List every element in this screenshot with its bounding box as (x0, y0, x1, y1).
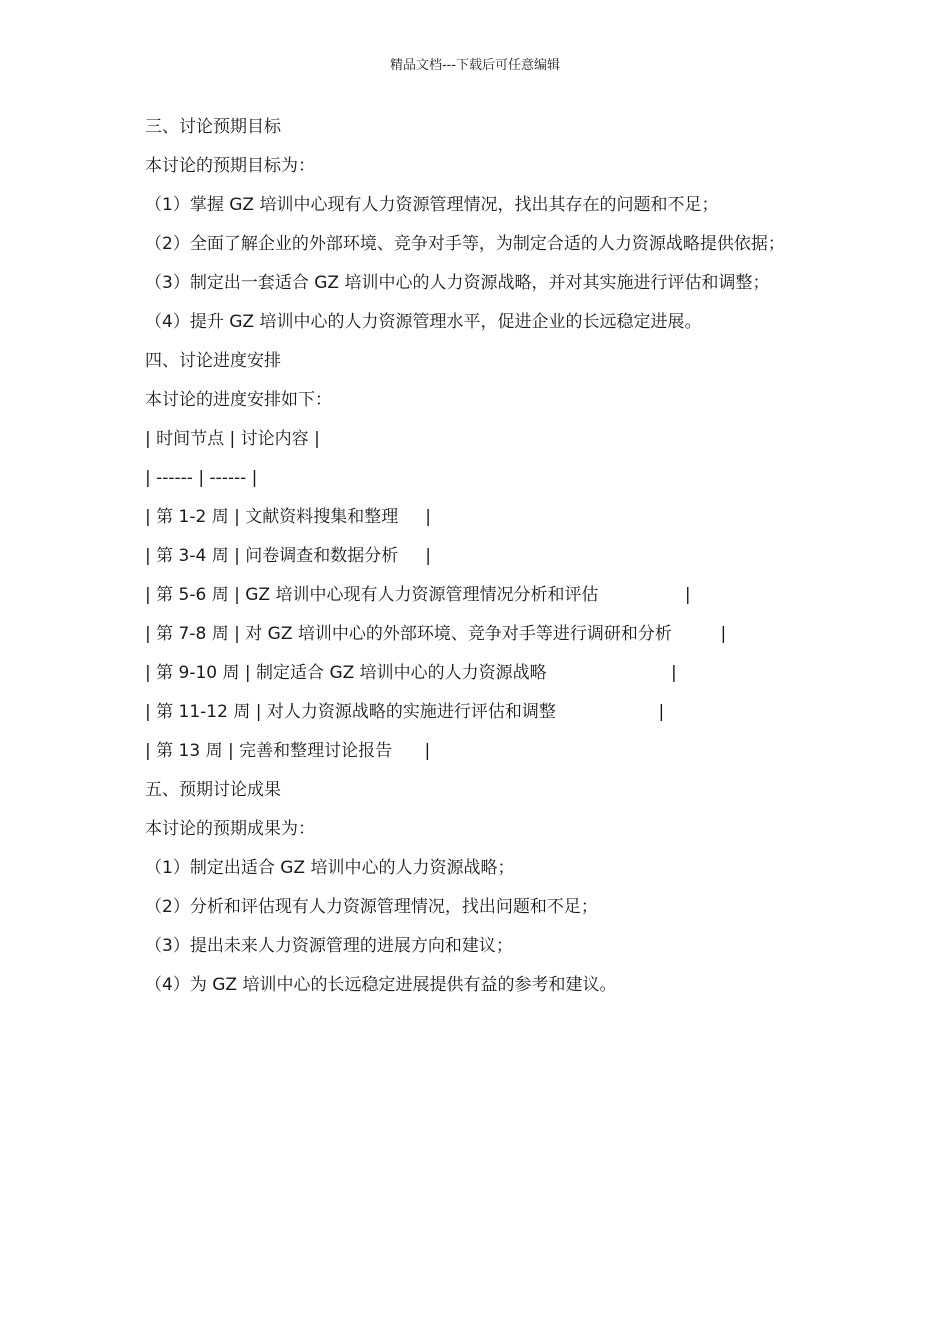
goal-item: （3）制定出一套适合 GZ 培训中心的人力资源战略，并对其实施进行评估和调整； (145, 273, 770, 293)
schedule-table-row: | 第 11-12 周 | 对人力资源战略的实施进行评估和调整 | (145, 702, 665, 722)
result-item: （1）制定出适合 GZ 培训中心的人力资源战略； (145, 858, 515, 878)
section-heading: 四、讨论进度安排 (145, 351, 281, 371)
section-heading: 五、预期讨论成果 (145, 780, 281, 800)
section-intro: 本讨论的预期目标为： (145, 156, 315, 176)
goal-item: （1）掌握 GZ 培训中心现有人力资源管理情况，找出其存在的问题和不足； (145, 195, 719, 215)
schedule-table-row: | 第 13 周 | 完善和整理讨论报告 | (145, 741, 431, 761)
schedule-table-row: | 第 3-4 周 | 问卷调查和数据分析 | (145, 546, 431, 566)
schedule-table-row: | 第 9-10 周 | 制定适合 GZ 培训中心的人力资源战略 | (145, 663, 677, 683)
result-item: （2）分析和评估现有人力资源管理情况，找出问题和不足； (145, 897, 598, 917)
page-header: 精品文档---下载后可任意编辑 (389, 58, 561, 73)
schedule-table-row: | 第 7-8 周 | 对 GZ 培训中心的外部环境、竞争对手等进行调研和分析 | (145, 624, 727, 644)
goal-item: （4）提升 GZ 培训中心的人力资源管理水平，促进企业的长远稳定进展。 (145, 312, 702, 332)
section-heading: 三、讨论预期目标 (145, 117, 281, 137)
document-body (145, 114, 845, 1011)
schedule-table-row: | ------ | ------ | (145, 468, 258, 488)
section-intro: 本讨论的预期成果为： (145, 819, 315, 839)
goal-item: （2）全面了解企业的外部环境、竞争对手等，为制定合适的人力资源战略提供依据； (145, 234, 785, 254)
result-item: （3）提出未来人力资源管理的进展方向和建议； (145, 936, 513, 956)
section-intro: 本讨论的进度安排如下： (145, 390, 332, 410)
schedule-table-row: | 第 1-2 周 | 文献资料搜集和整理 | (145, 507, 431, 527)
result-item: （4）为 GZ 培训中心的长远稳定进展提供有益的参考和建议。 (145, 975, 617, 995)
schedule-table-row: | 第 5-6 周 | GZ 培训中心现有人力资源管理情况分析和评估 | (145, 585, 691, 605)
schedule-table-row: | 时间节点 | 讨论内容 | (145, 429, 320, 449)
